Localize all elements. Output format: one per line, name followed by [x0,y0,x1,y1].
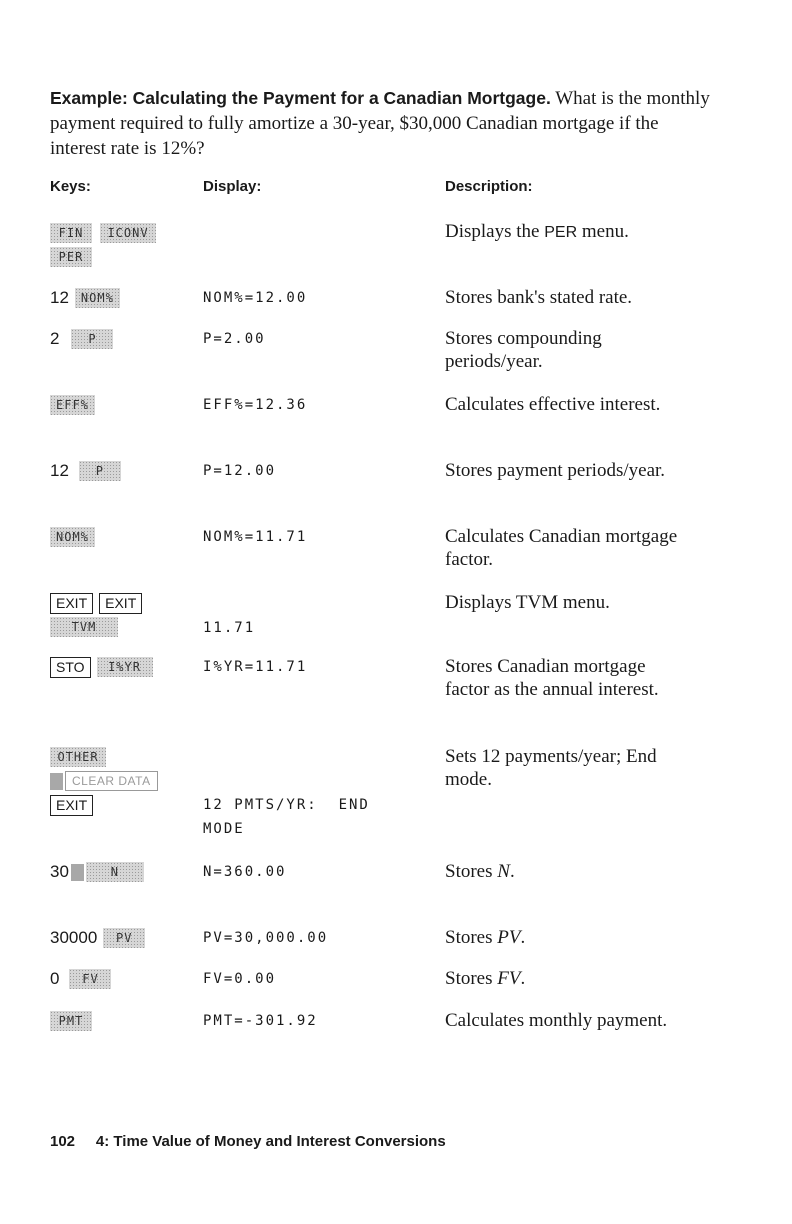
softkey-tvm[interactable]: TVM [50,617,118,637]
description-cell: Calculates Canadian mortgage factor. [445,526,678,570]
display-column-header: Display: [203,178,262,195]
description-cell: Stores payment periods/year. [445,460,666,481]
softkey-pv[interactable]: PV [103,928,145,948]
display-readout: NOM%=11.71 [203,529,308,545]
desc-text: . [520,968,526,989]
exit-key[interactable]: EXIT [50,593,93,614]
keys-cell [50,656,161,680]
description-cell: Stores compounding periods/year. [445,328,602,372]
display-readout: P=12.00 [203,463,277,479]
softkey-i-yr[interactable]: I%YR [97,657,153,677]
softkey-eff[interactable]: EFF% [50,395,95,415]
softkey-n[interactable]: N [86,862,144,882]
softkey-fv[interactable]: FV [69,969,111,989]
softkey-pmt[interactable]: PMT [50,1011,92,1031]
keys-cell [50,968,119,992]
desc-text: Stores [445,968,498,989]
keys-cell [50,526,103,550]
exit-key[interactable]: EXIT [50,795,93,816]
shift-key-icon[interactable] [50,773,63,790]
description-cell [445,967,685,990]
display-readout: N=360.00 [203,864,287,880]
desc-text: Stores [445,927,498,948]
number-entry: 30 [50,862,69,881]
softkey-other[interactable]: OTHER [50,747,106,767]
keys-cell [50,394,103,418]
keys-cell [50,222,164,270]
display-readout: 11.71 [203,620,256,636]
display-readout-line2: MODE [203,821,245,837]
desc-text: Displays the [445,221,545,242]
display-readout: EFF%=12.36 [203,397,308,413]
display-readout: I%YR=11.71 [203,659,308,675]
desc-text: Stores [445,861,498,882]
keys-column-header: Keys: [50,178,91,195]
sto-key[interactable]: STO [50,657,91,678]
example-title: Example: Calculating the Payment for a Canadian Mortgage. [50,88,551,108]
description-cell: Calculates monthly payment. [445,1010,668,1031]
description-column-header: Description: [445,178,533,195]
number-entry: 2 [50,329,60,348]
keys-cell [50,287,128,311]
description-cell [445,926,685,949]
keys-cell [50,861,152,885]
softkey-nom[interactable]: NOM% [75,288,120,308]
desc-variable: FV [497,968,521,989]
display-readout: FV=0.00 [203,971,277,987]
example-question: What is the monthly payment required to fully amortize a 30-year, $30,000 Canadian mortgage if the interest rate is 12%? [50,88,710,159]
display-readout: P=2.00 [203,331,266,347]
description-cell [445,220,685,244]
desc-variable: PV [497,927,521,948]
example-heading [50,86,710,161]
softkey-p[interactable]: P [79,461,121,481]
page-footer [50,1133,446,1150]
description-cell: Sets 12 payments/year; End mode. [445,746,657,790]
number-entry: 0 [50,969,60,988]
keys-cell [50,592,148,640]
desc-menu-name: PER [544,224,578,241]
softkey-iconv[interactable]: ICONV [100,223,156,243]
description-cell: Stores bank's stated rate. [445,287,633,308]
softkey-p[interactable]: P [71,329,113,349]
clear-data-key[interactable]: CLEAR DATA [65,771,158,791]
desc-text: . [509,861,515,882]
page-number: 102 [50,1133,76,1150]
softkey-fin[interactable]: FIN [50,223,92,243]
display-readout: PV=30,000.00 [203,930,329,946]
description-cell: Calculates effective interest. [445,394,661,415]
desc-text: . [520,927,526,948]
description-cell [445,860,685,883]
description-cell: Stores Canadian mortgage factor as the annual interest. [445,656,659,700]
desc-variable: N [497,861,510,882]
display-readout: PMT=-301.92 [203,1013,318,1029]
keys-cell [50,460,129,484]
shift-key-icon[interactable] [71,864,84,881]
softkey-per[interactable]: PER [50,247,92,267]
number-entry: 30000 [50,928,98,947]
description-cell: Displays TVM menu. [445,592,610,613]
keys-cell [50,328,121,352]
display-readout-line1: 12 PMTS/YR: END [203,797,370,813]
chapter-title: 4: Time Value of Money and Interest Conversions [95,1133,446,1150]
display-readout: NOM%=12.00 [203,290,308,306]
keys-cell [50,1010,100,1034]
desc-text: menu. [577,221,629,242]
number-entry: 12 [50,288,69,307]
keys-cell [50,746,158,818]
softkey-nom[interactable]: NOM% [50,527,95,547]
exit-key[interactable]: EXIT [99,593,142,614]
number-entry: 12 [50,461,69,480]
keys-cell [50,927,153,951]
